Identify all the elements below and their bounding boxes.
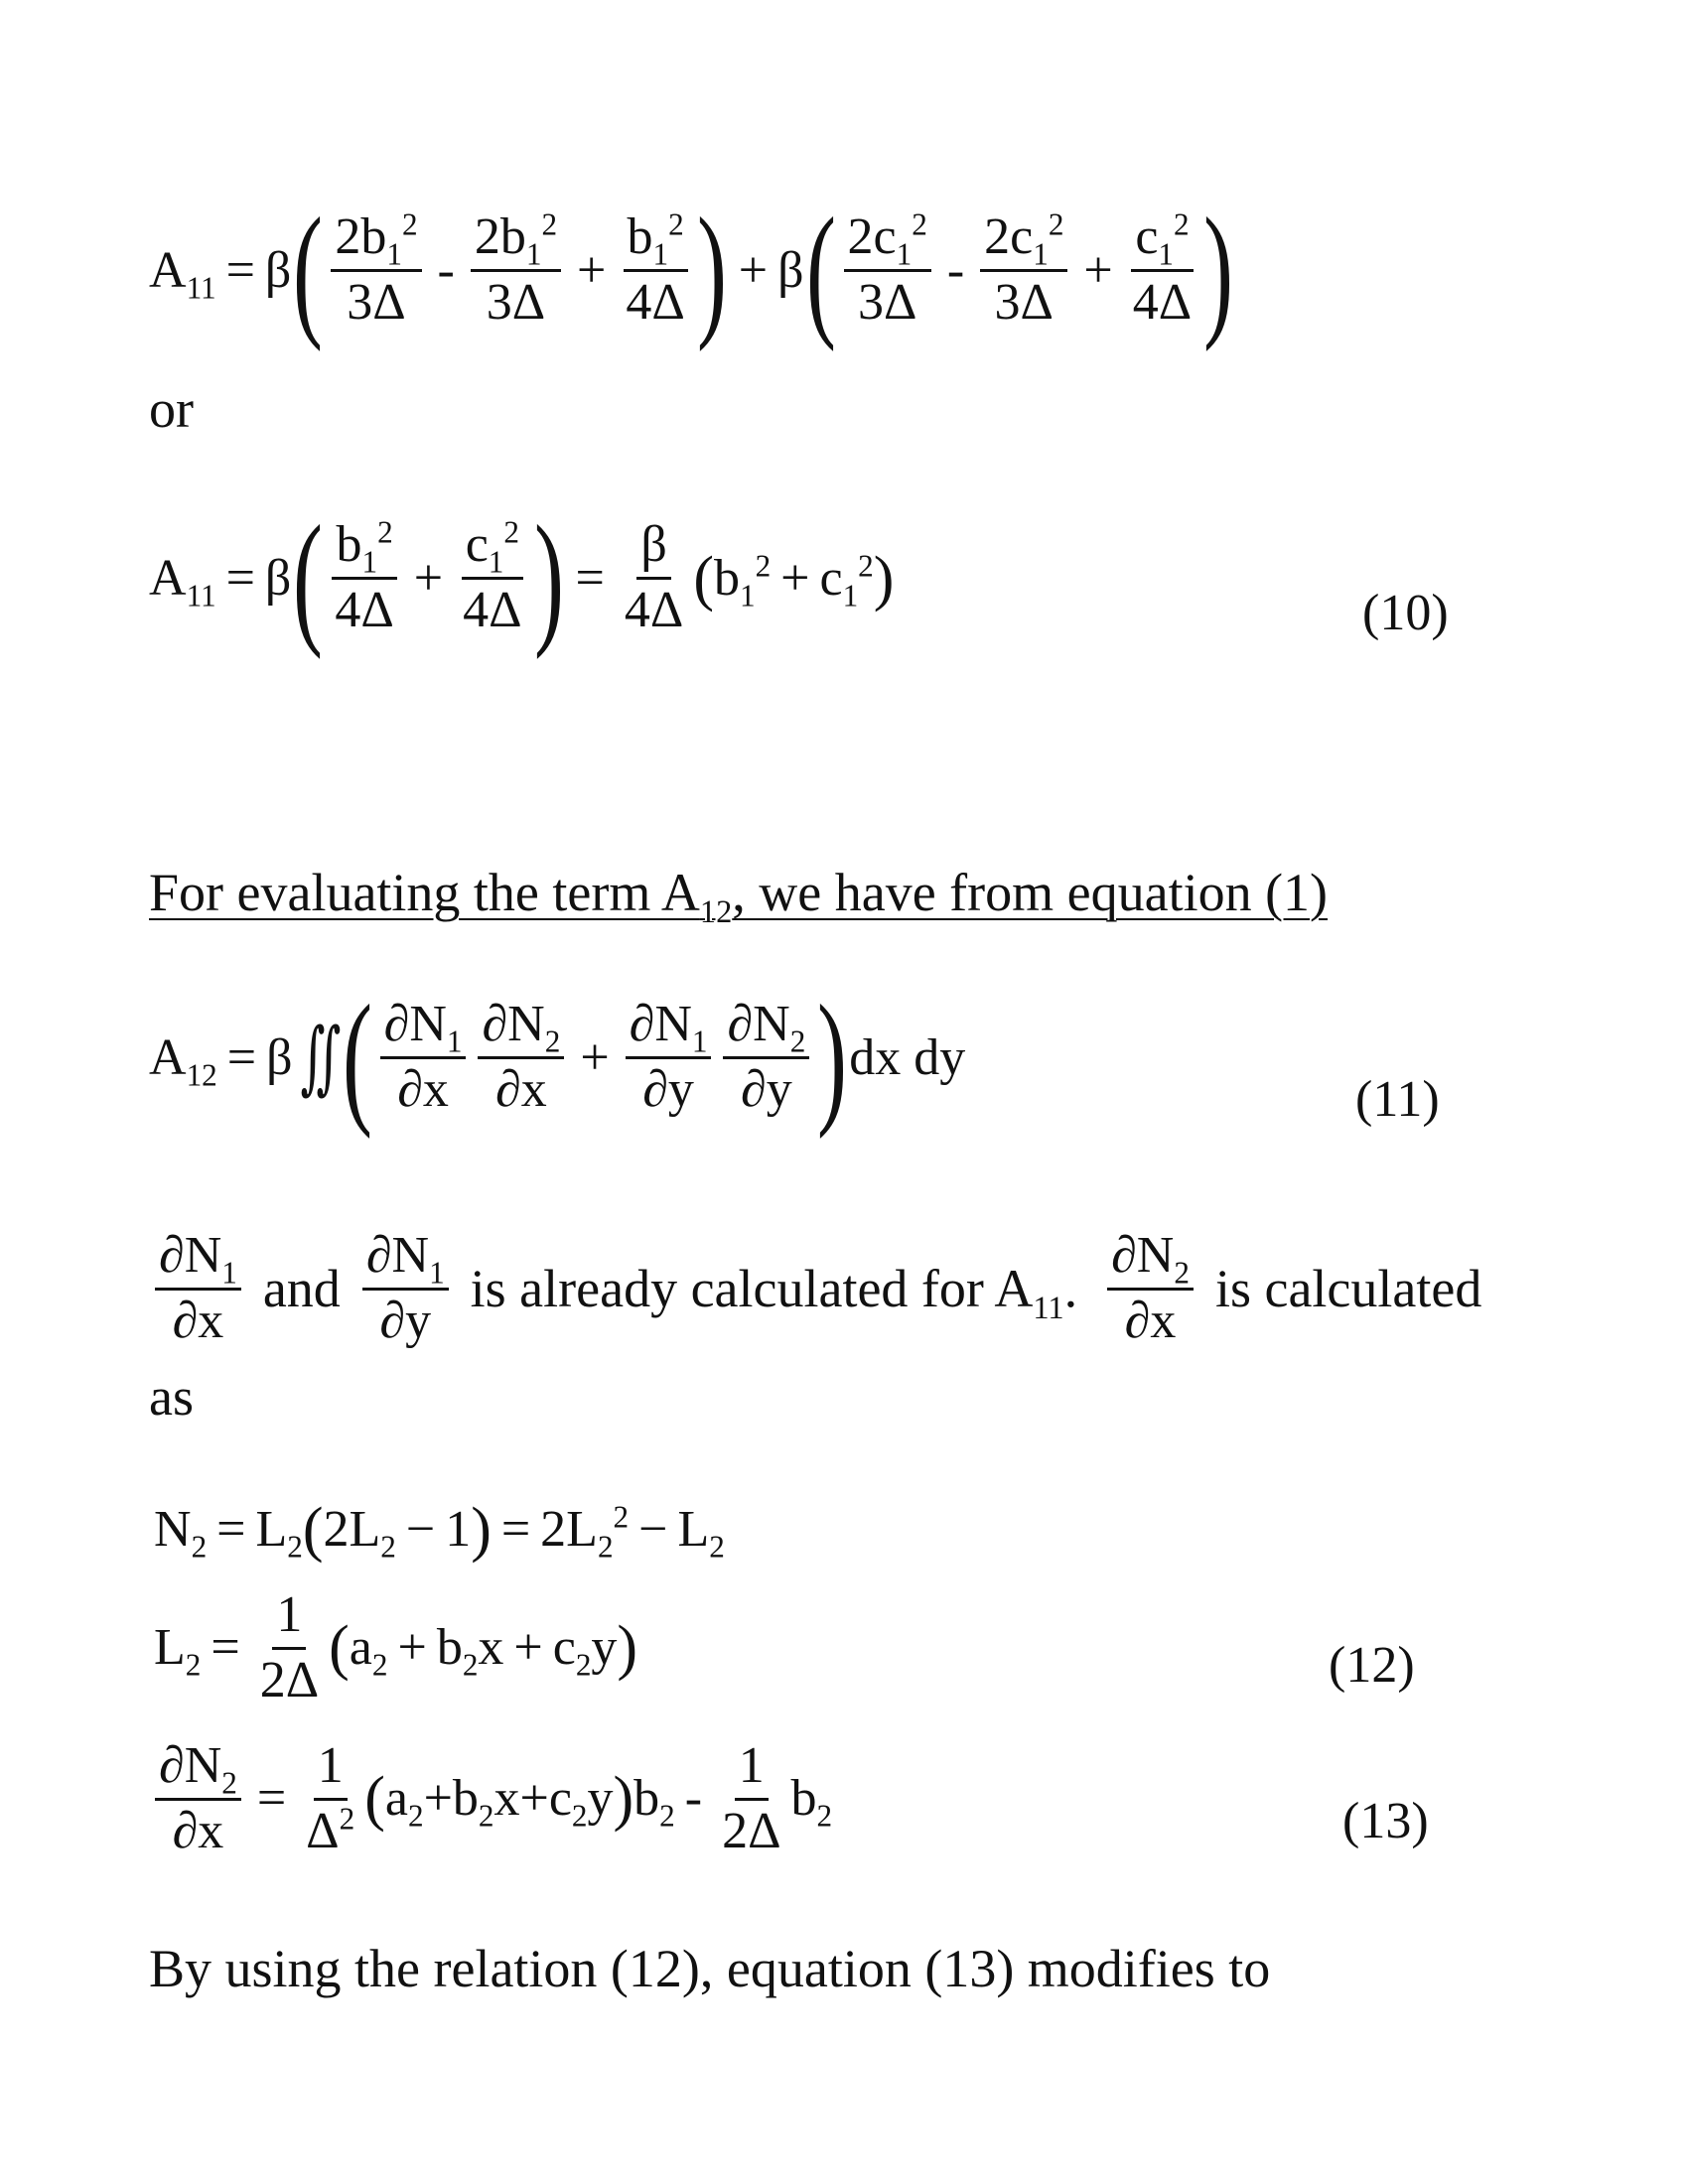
equation-10: $A_{11}$ = β ( $\frac{b_1^2}{4\Delta}$ + $\frac{c_1^2}{4\Delta}$ ) = $\frac{\beta}{4\Delta}$ ( $b_1^2$ + $c_1^2$ ) [149, 495, 895, 660]
equation-13: $\frac{\partial N_2}{\partial x}$ = $\frac{1}{\Delta^2}$ ( $a_2$ + $b_2x$ + $c_2y$ ) $b_2$ - $\frac{1}{2\Delta}$ $b_2$ [149, 1739, 832, 1858]
equation-a11-expanded: $A_{11}$ = β ( $\frac{2b_1^2}{3\Delta}$ - $\frac{2b_1^2}{3\Delta}$ + $\frac{b_1^2}{4\Delta}$ ) + β ( $\frac{2c_1^2}{3\Delta}$ - $\frac{2c_1^2}{3\Delta}$ + $\frac{c_1^2}{4\Delta}$ ) [149, 188, 1234, 352]
text-for-evaluating: For evaluating the term $A_{12}$, we have from equation (1) [149, 863, 1329, 930]
equation-11: $A_{12}$ = β ∬ ( $\frac{\partial N_1}{\partial x}$ $\frac{\partial N_2}{\partial x}$ + $\frac{\partial N_1}{\partial y}$ $\frac{\partial N_2}{\partial y}$ ) dx dy [149, 975, 966, 1140]
equation-number-10: (10) [1362, 585, 1449, 641]
equation-n2: $N_2$ = $L_2$ ( $2L_2$ − 1 ) = $2L_2^2$ − $L_2$ [154, 1496, 725, 1565]
equation-12: $L_2$ = $\frac{1}{2\Delta}$ ( $a_2$ + $b_2x$ + $c_2y$ ) [154, 1586, 638, 1708]
equation-number-13: (13) [1342, 1793, 1429, 1849]
equation-number-11: (11) [1355, 1071, 1440, 1128]
equation-number-12: (12) [1329, 1637, 1415, 1694]
text-by-using: By using the relation (12), equation (13) modifies to [149, 1939, 1271, 1998]
text-or: or [149, 379, 194, 439]
text-already-calculated: $\frac{\partial N_1}{\partial x}$ and $\frac{\partial N_1}{\partial y}$ is already calculated for $A_{11}$. $\frac{\partial N_2}{\partial x}$ is calculated [149, 1229, 1481, 1348]
text-as: as [149, 1367, 194, 1427]
